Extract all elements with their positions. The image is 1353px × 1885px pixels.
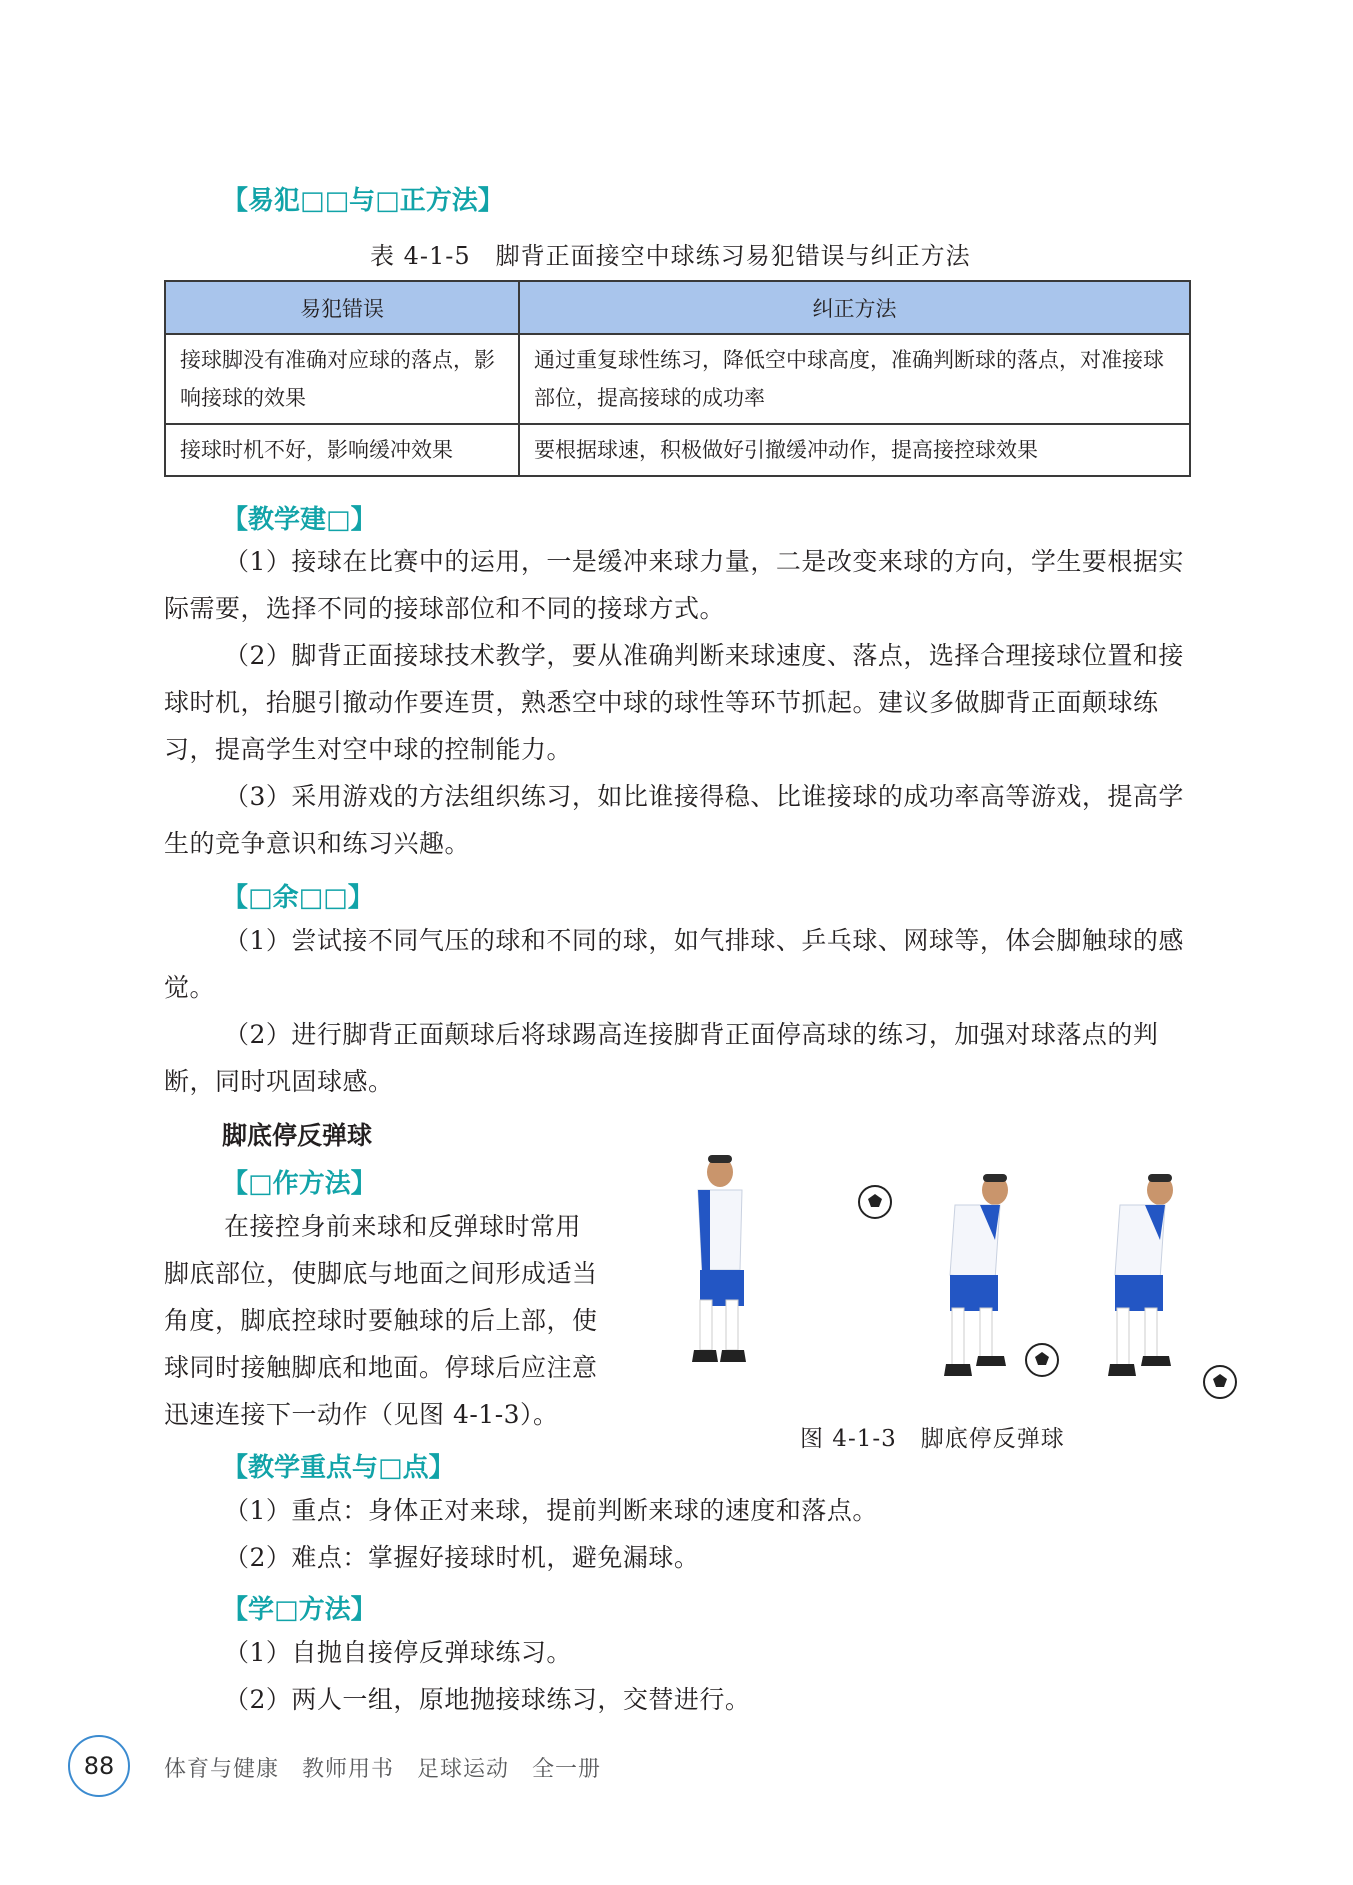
footer-book-title: 体育与健康 教师用书 足球运动 全一册 bbox=[164, 1757, 602, 1782]
section-heading-learning-method: 【学□方法】 bbox=[222, 1595, 377, 1625]
paragraph: （2）进行脚背正面颠球后将球踢高连接脚背正面停高球的练习，加强对球落点的判断，同时巩固球感。 bbox=[164, 1020, 1159, 1096]
ball-icon bbox=[1026, 1344, 1058, 1376]
sole-trap-illustration bbox=[650, 1150, 1250, 1410]
table-caption: 表 4-1-5 脚背正面接空中球练习易犯错误与纠正方法 bbox=[370, 242, 971, 270]
player-figure-1 bbox=[692, 1155, 746, 1362]
ball-icon bbox=[859, 1186, 891, 1218]
section-heading-teaching-advice: 【教学建□】 bbox=[222, 505, 377, 535]
table-cell: 通过重复球性练习，降低空中球高度，准确判断球的落点，对准接球部位，提高接球的成功率 bbox=[519, 334, 1190, 424]
section-heading-method: 【□作方法】 bbox=[222, 1169, 377, 1199]
section-heading-errors: 【易犯□□与□正方法】 bbox=[222, 186, 504, 216]
player-figure-2 bbox=[944, 1174, 1008, 1376]
subsection-title: 脚底停反弹球 bbox=[222, 1121, 373, 1150]
table-row bbox=[165, 334, 1190, 424]
table-cell: 要根据球速，积极做好引撤缓冲动作，提高接控球效果 bbox=[519, 424, 1190, 476]
paragraph: （2）脚背正面接球技术教学，要从准确判断来球速度、落点，选择合理接球位置和接球时机，抬腿引撤动作要连贯，熟悉空中球的球性等环节抓起。建议多做脚背正面颠球练习，提高学生对空中球的控制能力。 bbox=[164, 641, 1184, 764]
paragraph: （1）自抛自接停反弹球练习。 bbox=[224, 1638, 572, 1667]
table-header-corrections: 纠正方法 bbox=[519, 281, 1190, 334]
figure-caption: 图 4-1-3 脚底停反弹球 bbox=[800, 1426, 1065, 1452]
method-body bbox=[164, 1203, 604, 1438]
teaching-advice-body bbox=[164, 538, 1194, 867]
table-cell: 接球脚没有准确对应球的落点，影响接球的效果 bbox=[165, 334, 519, 424]
paragraph: （1）重点：身体正对来球，提前判断来球的速度和落点。 bbox=[224, 1496, 878, 1525]
player-figure-3 bbox=[1108, 1174, 1173, 1376]
paragraph: （1）接球在比赛中的运用，一是缓冲来球力量，二是改变来球的方向，学生要根据实际需要，选择不同的接球部位和不同的接球方式。 bbox=[164, 547, 1184, 623]
key-points-body bbox=[224, 1487, 1194, 1581]
paragraph: 在接控身前来球和反弹球时常用脚底部位，使脚底与地面之间形成适当角度，脚底控球时要触球的后上部，使球同时接触脚底和地面。停球后应注意迅速连接下一动作（见图 4-1-3）。 bbox=[164, 1212, 598, 1429]
table-row bbox=[165, 424, 1190, 476]
paragraph: （2）两人一组，原地抛接球练习，交替进行。 bbox=[224, 1685, 751, 1714]
section-heading-key-points: 【教学重点与□点】 bbox=[222, 1453, 455, 1483]
paragraph: （2）难点：掌握好接球时机，避免漏球。 bbox=[224, 1543, 700, 1572]
paragraph: （3）采用游戏的方法组织练习，如比谁接得稳、比谁接球的成功率高等游戏，提高学生的竞争意识和练习兴趣。 bbox=[164, 782, 1184, 858]
learning-method-body bbox=[224, 1629, 1194, 1723]
ball-icon bbox=[1204, 1366, 1236, 1398]
paragraph: （1）尝试接不同气压的球和不同的球，如气排球、乒乓球、网球等，体会脚触球的感觉。 bbox=[164, 926, 1184, 1002]
table-cell: 接球时机不好，影响缓冲效果 bbox=[165, 424, 519, 476]
section-heading-extracurricular: 【□余□□】 bbox=[222, 883, 374, 913]
error-correction-table bbox=[164, 280, 1191, 477]
page-number: 88 bbox=[68, 1735, 130, 1797]
table-header-errors: 易犯错误 bbox=[165, 281, 519, 334]
extracurricular-body bbox=[164, 917, 1194, 1105]
